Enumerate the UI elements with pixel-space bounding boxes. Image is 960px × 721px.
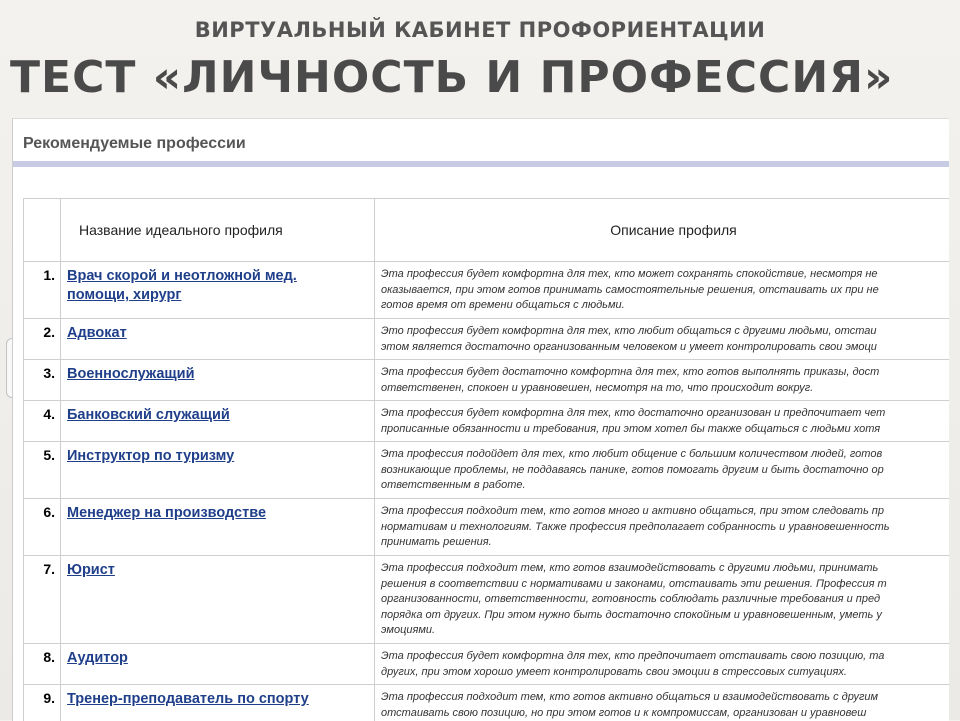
row-number: 4. [24,401,61,442]
description-line: Это профессия будет комфортна для тех, кто любит общаться с другими людьми, отстаи [381,324,949,340]
profession-link[interactable] [67,325,127,341]
profession-link-text: Военнослужащий [67,366,194,382]
profile-description [375,319,950,360]
professions-table [23,198,949,721]
column-header-name: Название идеального профиля [61,199,375,262]
description-line: ответственен, спокоен и уравновешен, несмотря на то, что происходит вокруг. [381,381,949,397]
profession-link[interactable] [67,562,115,578]
profession-link-text: Тренер-преподаватель по спорту [67,691,309,707]
profession-link-text: помощи, хирург [67,287,181,303]
description-line: Эта профессия подходит тем, кто готов взаимодействовать с другими людьми, принимать [381,561,949,577]
profile-description [375,644,950,685]
description-line: принимать решения. [381,535,949,551]
row-number: 6. [24,499,61,556]
description-line: Эта профессия будет комфортна для тех, кто предпочитает отстаивать свою позицию, та [381,649,949,665]
slide-subtitle: ВИРТУАЛЬНЫЙ КАБИНЕТ ПРОФОРИЕНТАЦИИ [0,18,960,42]
row-number: 9. [24,685,61,721]
profession-cell [61,442,375,499]
profession-link[interactable] [67,691,309,707]
table-row [24,556,950,644]
table-row [24,319,950,360]
profession-link-text: Банковский служащий [67,407,230,423]
profile-description [375,685,950,721]
profession-cell [61,499,375,556]
profession-cell [61,644,375,685]
row-number: 2. [24,319,61,360]
description-line: Эта профессия будет комфортна для тех, кто может сохранять спокойствие, несмотря не [381,267,949,283]
description-line: порядка от других. При этом нужно быть достаточно спокойным и уравновешенным, уметь у [381,608,949,624]
profession-link[interactable] [67,407,230,423]
table-row [24,360,950,401]
profile-description [375,556,950,644]
table-row [24,644,950,685]
profession-link[interactable] [67,448,234,464]
table-row [24,442,950,499]
table-row [24,401,950,442]
profession-link-text: Адвокат [67,325,127,341]
description-line: других, при этом хорошо умеет контролировать свои эмоции в стрессовых ситуациях. [381,665,949,681]
profession-link[interactable] [67,505,266,521]
table-row [24,262,950,319]
profession-link[interactable] [67,268,297,303]
row-number: 1. [24,262,61,319]
description-line: готов время от времени общаться с людьми. [381,298,949,314]
table-header-row [24,199,950,262]
row-number: 3. [24,360,61,401]
panel-divider-bar [13,161,949,167]
description-line: эмоциями. [381,623,949,639]
profession-link-text: Врач скорой и неотложной мед. [67,268,297,284]
profile-description [375,442,950,499]
profession-cell [61,556,375,644]
slide-title: ТЕСТ «ЛИЧНОСТЬ И ПРОФЕССИЯ» [10,52,950,103]
description-line: Эта профессия подойдет для тех, кто любит общение с большим количеством людей, готов [381,447,949,463]
description-line: решения в соответствии с нормативами и законами, отстаивать эти решения. Профессия т [381,577,949,593]
description-line: Эта профессия будет достаточно комфортна для тех, кто готов выполнять приказы, дост [381,365,949,381]
profession-link[interactable] [67,650,128,666]
profession-cell [61,319,375,360]
description-line: Эта профессия подходит тем, кто готов много и активно общаться, при этом следовать пр [381,504,949,520]
description-line: Эта профессия будет комфортна для тех, кто достаточно организован и предпочитает чет [381,406,949,422]
column-header-number [24,199,61,262]
profile-description [375,499,950,556]
description-line: нормативам и технологиям. Также профессия предполагает собранность и уравновешенность [381,520,949,536]
profession-cell [61,401,375,442]
description-line: Эта профессия подходит тем, кто готов активно общаться и взаимодействовать с другим [381,690,949,706]
recommendations-panel [12,118,949,721]
profile-description [375,360,950,401]
description-line: возникающие проблемы, не поддаваясь панике, готов помогать другим и быть достаточно ор [381,463,949,479]
description-line: отстаивать свою позицию, но при этом готов и к компромиссам, организован и уравновеш [381,706,949,721]
description-line: ответственным в работе. [381,478,949,494]
profession-link-text: Аудитор [67,650,128,666]
description-line: этом является достаточно организованным человеком и умеет контролировать свои эмоци [381,340,949,356]
description-line: прописанные обязанности и требования, при этом хотел бы также общаться с людьми хотя [381,422,949,438]
row-number: 5. [24,442,61,499]
row-number: 8. [24,644,61,685]
profession-link[interactable] [67,366,194,382]
panel-heading: Рекомендуемые профессии [23,135,246,153]
profession-link-text: Юрист [67,562,115,578]
description-line: оказывается, при этом готов принимать самостоятельные решения, отстаивать их при не [381,283,949,299]
profession-cell [61,262,375,319]
profession-link-text: Менеджер на производстве [67,505,266,521]
description-line: организованности, ответственности, готовность соблюдать различные требования и пред [381,592,949,608]
profile-description [375,401,950,442]
profession-link-text: Инструктор по туризму [67,448,234,464]
profession-cell [61,685,375,721]
column-header-description: Описание профиля [375,199,950,262]
table-row [24,685,950,721]
profession-cell [61,360,375,401]
row-number: 7. [24,556,61,644]
profile-description [375,262,950,319]
table-row [24,499,950,556]
